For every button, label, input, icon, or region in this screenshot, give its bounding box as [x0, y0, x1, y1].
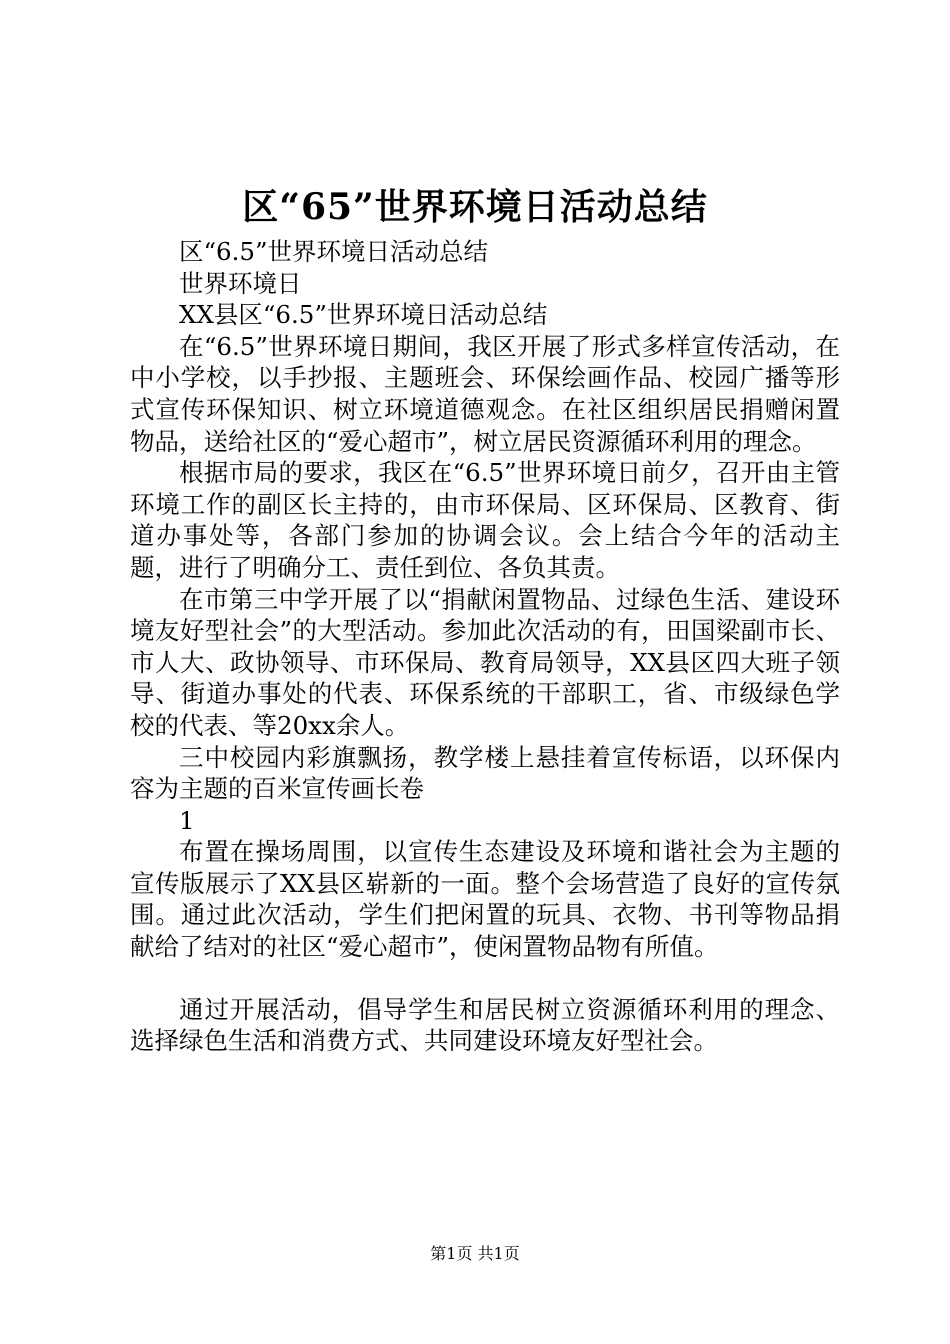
document-title: 区“65”世界环境日活动总结	[242, 186, 708, 228]
page-footer: 第1页 共1页	[430, 1244, 520, 1263]
paragraph-meeting: 根据市局的要求，我区在“6.5”世界环境日前夕，召开由主管环境工作的副区长主持的，由市环保局、区环保局、区教育、街道办事处等，各部门参加的协调会议。会上结合今年的活动主题，进行了明确分工、责任到位、各负其责。	[130, 458, 840, 582]
paragraph-conclusion: 通过开展活动，倡导学生和居民树立资源循环利用的理念、选择绿色生活和消费方式、共同建设环境友好型社会。	[130, 994, 840, 1056]
paragraph-event: 在市第三中学开展了以“捐献闲置物品、过绿色生活、建设环境友好型社会”的大型活动。参加此次活动的有，田国梁副市长、市人大、政协领导、市环保局、教育局领导，XX县区四大班子领导、街道办事处的代表、环保系统的干部职工，省、市级绿色学校的代表、等20xx余人。	[130, 584, 840, 740]
paragraph-heading: XX县区“6.5”世界环境日活动总结	[179, 300, 548, 330]
paragraph-number: 1	[179, 805, 195, 835]
document-body	[130, 236, 840, 1057]
paragraph-activities: 在“6.5”世界环境日期间，我区开展了形式多样宣传活动，在中小学校，以手抄报、主题班会、环保绘画作品、校园广播等形式宣传环保知识、树立环境道德观念。在社区组织居民捐赠闲置物品，送给社区的“爱心超市”，树立居民资源循环利用的理念。	[130, 331, 840, 456]
paragraph-campus: 三中校园内彩旗飘扬，教学楼上悬挂着宣传标语，以环保内容为主题的百米宣传画长卷	[130, 742, 840, 804]
paragraph-topic: 世界环境日	[179, 268, 302, 298]
paragraph-exhibition: 布置在操场周围，以宣传生态建设及环境和谐社会为主题的宣传版展示了XX县区崭新的一面。整个会场营造了良好的宣传氛围。通过此次活动，学生们把闲置的玩具、衣物、书刊等物品捐献给了结对的社区“爱心超市”，使闲置物品物有所值。	[130, 837, 840, 962]
paragraph-subtitle: 区“6.5”世界环境日活动总结	[179, 237, 489, 266]
